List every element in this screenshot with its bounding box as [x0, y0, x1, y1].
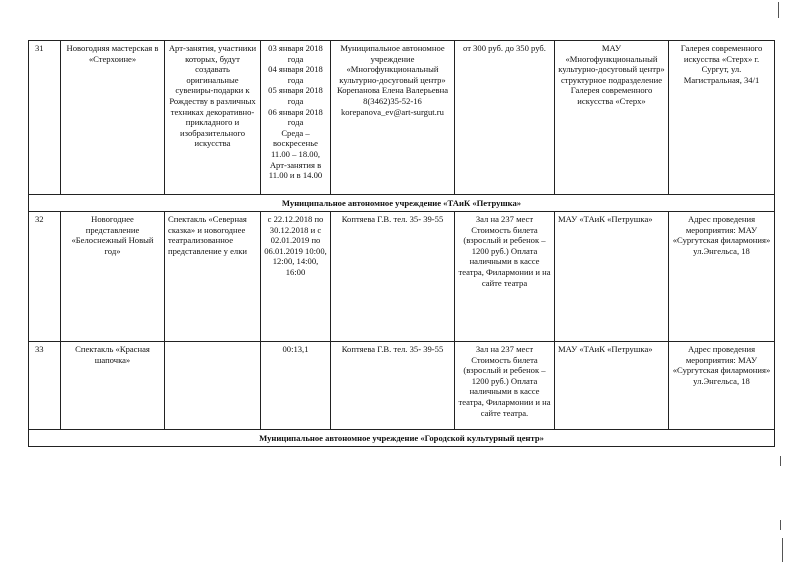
event-dates: с 22.12.2018 по 30.12.2018 и с 02.01.2019 по 06.01.2019 10:00, 12:00, 14:00, 16:00 — [261, 212, 331, 342]
event-organizer: Коптяева Г.В. тел. 35- 39-55 — [331, 342, 455, 430]
event-description: Арт-занятия, участники которых, будут создавать оригинальные сувениры-подарки к Рождеству в различных техниках декоративно-прикладного и изобразительного искусства — [165, 41, 261, 195]
event-address: Адрес проведения мероприятия: МАУ «Сургутская филармония» ул.Энгельса, 18 — [669, 342, 775, 430]
date-item: 04 января 2018 года — [268, 64, 323, 85]
date-item: 06 января 2018 года — [268, 106, 323, 128]
event-institution: МАУ «Многофункциональный культурно-досуговый центр» структурное подразделение Галерея современного искусства «Стерх» — [555, 41, 669, 195]
schedule-text: Арт-занятия в 11.00 и в 14.00 — [268, 159, 323, 181]
schedule-text: Среда – воскресенье 11.00 – 18.00, — [270, 127, 321, 159]
event-description — [165, 342, 261, 430]
events-table — [28, 40, 775, 447]
section-header-row — [29, 430, 775, 447]
event-institution: МАУ «ТАиК «Петрушка» — [555, 342, 669, 430]
event-description: Спектакль «Северная сказка» и новогоднее театрализованное представление у елки — [165, 212, 261, 342]
table-row — [29, 212, 775, 342]
event-name: Новогодняя мастерская в «Стерхоине» — [61, 41, 165, 195]
scan-edge-mark — [780, 520, 781, 530]
event-dates: 00:13,1 — [261, 342, 331, 430]
event-dates — [261, 41, 331, 195]
date-item: 05 января 2018 года — [268, 85, 323, 106]
section-title: Муниципальное автономное учреждение «ТАиК «Петрушка» — [29, 195, 775, 212]
section-header-row — [29, 195, 775, 212]
row-number: 33 — [29, 342, 61, 430]
scan-edge-mark — [780, 456, 781, 466]
event-price: Зал на 237 мест Стоимость билета (взрослый и ребенок – 1200 руб.) Оплата наличными в кассе театра, Филармонии и на сайте театра — [455, 212, 555, 342]
table-row — [29, 342, 775, 430]
row-number: 31 — [29, 41, 61, 195]
row-number: 32 — [29, 212, 61, 342]
event-name: Спектакль «Красная шапочка» — [61, 342, 165, 430]
event-price: Зал на 237 мест Стоимость билета (взрослый и ребенок – 1200 руб.) Оплата наличными в кассе театра, Филармонии и на сайте театра. — [455, 342, 555, 430]
date-item: 03 января 2018 года — [268, 43, 323, 64]
section-title: Муниципальное автономное учреждение «Городской культурный центр» — [29, 430, 775, 447]
scan-edge-mark — [782, 538, 783, 562]
table-row — [29, 41, 775, 195]
event-price: от 300 руб. до 350 руб. — [455, 41, 555, 195]
event-organizer: Муниципальное автономное учреждение «Многофункциональный культурно-досуговый центр» Корепанова Елена Валерьевна 8(3462)35-52-16 korepanova_ev@art-surgut.ru — [331, 41, 455, 195]
event-organizer: Коптяева Г.В. тел. 35- 39-55 — [331, 212, 455, 342]
event-address: Галерея современного искусства «Стерх» г. Сургут, ул. Магистральная, 34/1 — [669, 41, 775, 195]
event-address: Адрес проведения мероприятия: МАУ «Сургутская филармония» ул.Энгельса, 18 — [669, 212, 775, 342]
event-name: Новогоднее представление «Белоснежный Новый год» — [61, 212, 165, 342]
scan-edge-mark — [778, 2, 779, 18]
event-institution: МАУ «ТАиК «Петрушка» — [555, 212, 669, 342]
